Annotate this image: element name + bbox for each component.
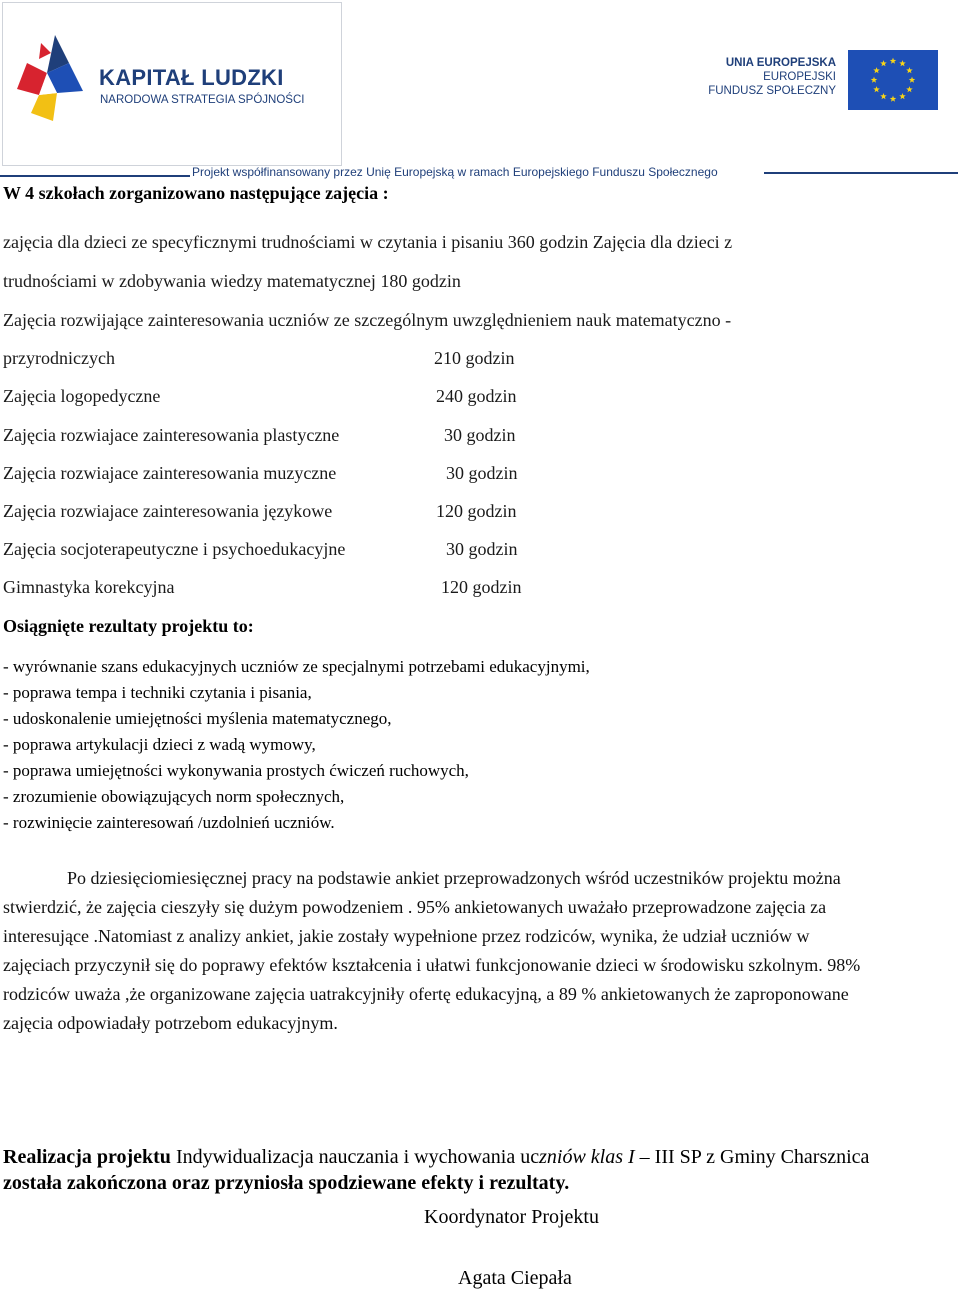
summary-paragraph (3, 864, 863, 1038)
kapital-ludzki-title: KAPITAŁ LUDZKI (99, 65, 284, 90)
activity-hours: 120 godzin (436, 501, 517, 521)
header-rule-left (0, 175, 190, 177)
activity-name: Zajęcia rozwiajace zainteresowania plastyczne (3, 425, 340, 445)
final-statement-school: – III SP z Gminy Charsznica (634, 1146, 870, 1168)
coordinator-label: Koordynator Projektu (424, 1206, 599, 1228)
results-heading: Osiągnięte rezultaty projektu to: (3, 616, 254, 636)
activity-name: Zajęcia socjoterapeutyczne i psychoedukacyjne (3, 539, 346, 559)
activity-name: przyrodniczych (3, 348, 115, 368)
eu-label (690, 56, 836, 98)
header-rule-right (764, 172, 958, 174)
list-item: - poprawa umiejętności wykonywania prostych ćwiczeń ruchowych, (3, 761, 469, 780)
activity-hours: 30 godzin (446, 539, 518, 559)
kapital-ludzki-logo-box (2, 2, 342, 166)
activities-heading: W 4 szkołach zorganizowano następujące zajęcia : (3, 183, 389, 203)
list-item: - rozwinięcie zainteresowań /uzdolnień uczniów. (3, 813, 335, 832)
results-list (3, 654, 590, 836)
document-header (0, 0, 960, 182)
final-statement-title: Indywidualizacja nauczania i wychowania uc (170, 1146, 540, 1168)
activities-line-2: trudnościami w zdobywania wiedzy matematycznej 180 godzin (3, 271, 461, 291)
activities-line-3: Zajęcia rozwijające zainteresowania uczniów ze szczególnym uwzględnieniem nauk matematyczno - (3, 310, 732, 330)
list-item: - udoskonalenie umiejętności myślenia matematycznego, (3, 709, 392, 728)
activity-hours: 210 godzin (434, 348, 515, 368)
activity-hours: 120 godzin (441, 577, 522, 597)
activities-line-1: zajęcia dla dzieci ze specyficznymi trudnościami w czytania i pisaniu 360 godzin Zajęcia dla dzieci z (3, 232, 733, 252)
activity-name: Gimnastyka korekcyjna (3, 577, 175, 597)
cofinancing-note: Projekt współfinansowany przez Unię Europejską w ramach Europejskiego Funduszu Społecznego (192, 165, 718, 179)
eu-label-line1: UNIA EUROPEJSKA (725, 57, 836, 69)
eu-label-line2: EUROPEJSKI (763, 71, 836, 83)
activity-name: Zajęcia rozwiajace zainteresowania językowe (3, 501, 333, 521)
coordinator-name: Agata Ciepała (458, 1267, 572, 1289)
final-statement-lead: Realizacja projektu (3, 1146, 171, 1168)
list-item: - wyrównanie szans edukacyjnych uczniów ze specjalnymi potrzebami edukacyjnymi, (3, 657, 590, 676)
activity-hours: 240 godzin (436, 386, 517, 406)
kapital-ludzki-star-icon (17, 33, 87, 123)
final-statement (3, 1144, 873, 1196)
kapital-ludzki-subtitle: NARODOWA STRATEGIA SPÓJNOŚCI (100, 94, 305, 106)
final-statement-conclusion: została zakończona oraz przyniosła spodziewane efekty i rezultaty. (3, 1172, 570, 1194)
list-item: - zrozumienie obowiązujących norm społecznych, (3, 787, 345, 806)
activity-hours: 30 godzin (444, 425, 516, 445)
activity-name: Zajęcia logopedyczne (3, 386, 161, 406)
list-item: - poprawa tempa i techniki czytania i pisania, (3, 683, 312, 702)
activity-name: Zajęcia rozwiajace zainteresowania muzyczne (3, 463, 337, 483)
eu-label-line3: FUNDUSZ SPOŁECZNY (708, 85, 836, 97)
final-statement-italic: zniów klas I (539, 1146, 635, 1168)
list-item: - poprawa artykulacji dzieci z wadą wymowy, (3, 735, 316, 754)
eu-flag-icon (848, 50, 938, 110)
activity-hours: 30 godzin (446, 463, 518, 483)
summary-text: Po dziesięciomiesięcznej pracy na podstawie ankiet przeprowadzonych wśród uczestników projektu można stwierdzić, że zajęcia cieszyły się dużym powodzeniem . 95% ankietowanych uważało przeprowadzone zajęcia za interesujące .Natomiast z analizy ankiet, jakie zostały wypełnione przez rodziców, wynika, że udział uczniów w zajęciach przyczynił się do poprawy efektów kształcenia i ułatwi funkcjonowanie dzieci w środowisku szkolnym. 98% rodziców uważa ,że organizowane zajęcia uatrakcyjniły ofertę edukacyjną, a 89 % ankietowanych że zaproponowane zajęcia odpowiadały potrzebom edukacyjnym. (3, 868, 861, 1033)
